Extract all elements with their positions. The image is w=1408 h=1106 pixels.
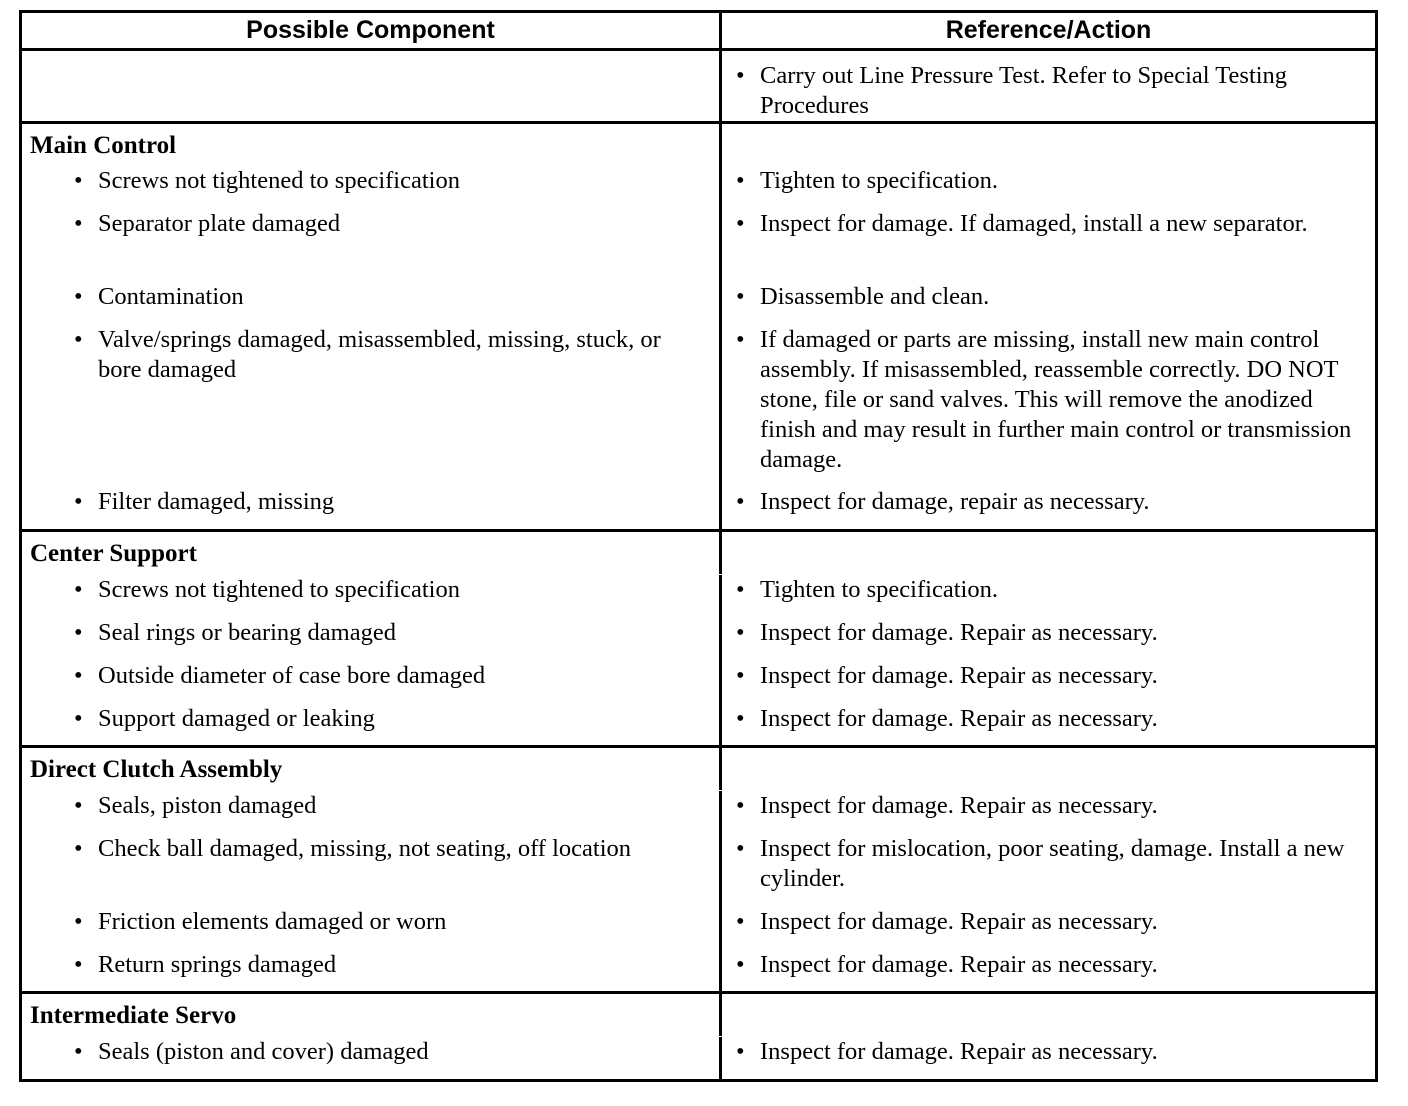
table-row xyxy=(22,661,1375,704)
intro-action-item xyxy=(722,61,1375,121)
component-text: Friction elements damaged or worn xyxy=(98,908,447,935)
bullet-glyph: • xyxy=(74,705,83,732)
bullet-glyph: • xyxy=(74,576,83,603)
bullet-glyph: • xyxy=(736,835,745,862)
action-text: Inspect for damage. Repair as necessary. xyxy=(760,951,1158,978)
component-text: Seal rings or bearing damaged xyxy=(98,619,396,646)
bullet-glyph: • xyxy=(74,283,83,310)
bullet-glyph: • xyxy=(736,210,745,237)
component-text: Seals (piston and cover) damaged xyxy=(98,1038,429,1065)
component-text: Screws not tightened to specification xyxy=(98,167,460,194)
action-text: Disassemble and clean. xyxy=(760,283,990,310)
action-text: Inspect for damage. Repair as necessary. xyxy=(760,705,1158,732)
header-cell-component xyxy=(22,13,722,48)
component-text: Seals, piston damaged xyxy=(98,792,317,819)
bullet-glyph: • xyxy=(736,619,745,646)
bullet-glyph: • xyxy=(736,792,745,819)
action-text: Inspect for mislocation, poor seating, damage. Install a new cylinder. xyxy=(760,835,1345,892)
section-direct-clutch-assembly xyxy=(22,748,1375,994)
bullet-glyph: • xyxy=(74,167,83,194)
section-title: Main Control xyxy=(22,124,722,166)
component-text: Outside diameter of case bore damaged xyxy=(98,662,486,689)
component-text: Check ball damaged, missing, not seating, off location xyxy=(98,835,631,862)
action-text: Tighten to specification. xyxy=(760,167,998,194)
bullet-glyph: • xyxy=(736,283,745,310)
bullet-glyph: • xyxy=(74,835,83,862)
action-text: Inspect for damage. Repair as necessary. xyxy=(760,792,1158,819)
bullet-glyph: • xyxy=(736,488,745,515)
bullet-glyph: • xyxy=(736,62,745,89)
section-intermediate-servo xyxy=(22,994,1375,1079)
action-text: Inspect for damage, repair as necessary. xyxy=(760,488,1150,515)
component-text: Screws not tightened to specification xyxy=(98,576,460,603)
section-title: Direct Clutch Assembly xyxy=(22,748,722,790)
action-text: Inspect for damage. Repair as necessary. xyxy=(760,1038,1158,1065)
action-text: Inspect for damage. If damaged, install a new separator. xyxy=(760,210,1308,237)
table-row xyxy=(22,704,1375,745)
intro-row xyxy=(22,51,1375,124)
table-row xyxy=(22,834,1375,907)
section-center-support xyxy=(22,532,1375,748)
bullet-glyph: • xyxy=(736,576,745,603)
component-text: Contamination xyxy=(98,283,244,310)
table-row xyxy=(22,907,1375,950)
component-text: Valve/springs damaged, misassembled, missing, stuck, or bore damaged xyxy=(98,326,661,383)
bullet-glyph: • xyxy=(736,951,745,978)
bullet-glyph: • xyxy=(74,210,83,237)
component-text: Support damaged or leaking xyxy=(98,705,375,732)
table-row xyxy=(22,791,1375,834)
section-title: Intermediate Servo xyxy=(22,994,722,1036)
bullet-glyph: • xyxy=(736,167,745,194)
intro-action-cell xyxy=(722,51,1375,121)
table-row xyxy=(22,1037,1375,1079)
table-row xyxy=(22,166,1375,209)
table-row xyxy=(22,575,1375,618)
bullet-glyph: • xyxy=(736,662,745,689)
table-row xyxy=(22,282,1375,325)
section-title: Center Support xyxy=(22,532,722,574)
section-main-control xyxy=(22,124,1375,532)
table-row xyxy=(22,487,1375,529)
diagnosis-table xyxy=(19,10,1378,1082)
table-row xyxy=(22,950,1375,991)
bullet-glyph: • xyxy=(74,488,83,515)
component-text: Separator plate damaged xyxy=(98,210,341,237)
header-cell-action xyxy=(722,13,1375,48)
bullet-glyph: • xyxy=(74,951,83,978)
table-header-row xyxy=(22,13,1375,51)
bullet-glyph: • xyxy=(74,662,83,689)
header-action-label: Reference/Action xyxy=(945,16,1152,44)
component-text: Filter damaged, missing xyxy=(98,488,335,515)
bullet-glyph: • xyxy=(736,326,745,353)
header-component-label: Possible Component xyxy=(246,16,495,44)
bullet-glyph: • xyxy=(736,1038,745,1065)
bullet-glyph: • xyxy=(74,792,83,819)
action-text: Inspect for damage. Repair as necessary. xyxy=(760,908,1158,935)
action-text: If damaged or parts are missing, install new main control assembly. If misassembled, reassemble correctly. DO NOT stone, file or sand valves. This will remove the anodized finish and may result in further main control or transmission damage. xyxy=(760,326,1352,473)
bullet-glyph: • xyxy=(74,908,83,935)
intro-action-text: Carry out Line Pressure Test. Refer to Special Testing Procedures xyxy=(760,62,1288,119)
table-row xyxy=(22,209,1375,282)
bullet-glyph: • xyxy=(736,705,745,732)
action-text: Inspect for damage. Repair as necessary. xyxy=(760,662,1158,689)
table-row xyxy=(22,618,1375,661)
intro-component-cell xyxy=(22,51,722,121)
bullet-glyph: • xyxy=(74,326,83,353)
action-text: Tighten to specification. xyxy=(760,576,998,603)
bullet-glyph: • xyxy=(736,908,745,935)
table-row xyxy=(22,325,1375,487)
action-text: Inspect for damage. Repair as necessary. xyxy=(760,619,1158,646)
bullet-glyph: • xyxy=(74,1038,83,1065)
component-text: Return springs damaged xyxy=(98,951,337,978)
bullet-glyph: • xyxy=(74,619,83,646)
